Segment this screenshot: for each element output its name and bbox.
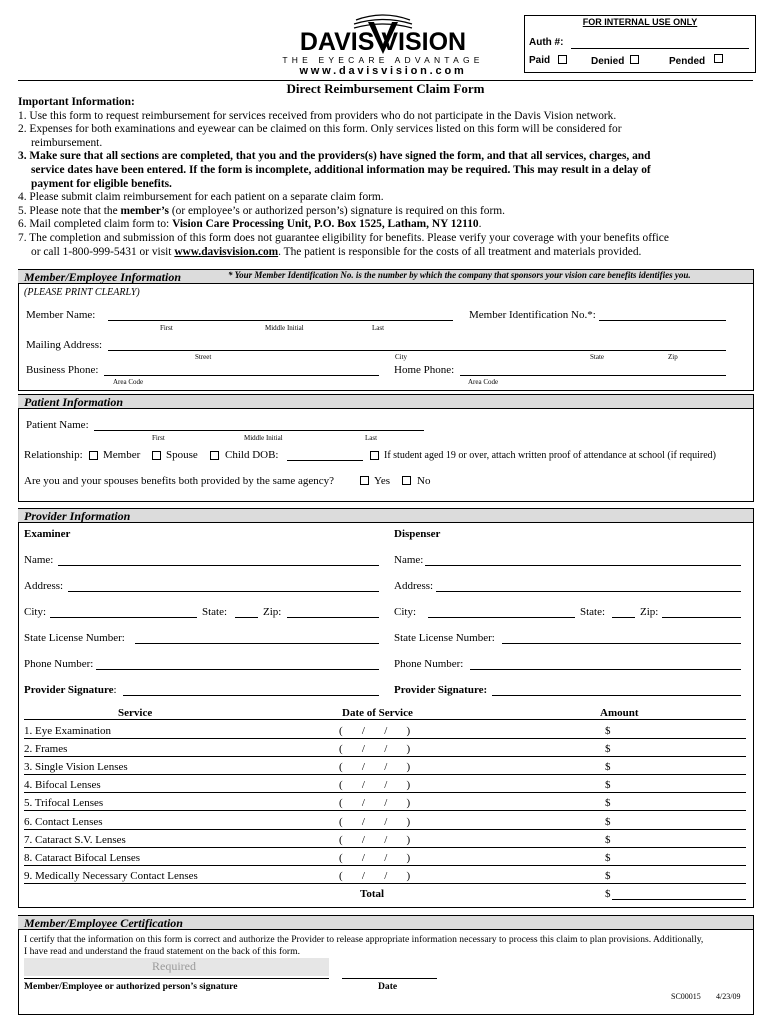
certification-heading — [18, 915, 753, 930]
logo — [258, 12, 508, 78]
date-field[interactable] — [342, 978, 437, 979]
dispenser-heading: Dispenser — [394, 528, 441, 540]
service-label: 1. Eye Examination — [24, 725, 112, 737]
business-phone-field[interactable] — [104, 375, 379, 376]
child-dob-field[interactable] — [287, 460, 363, 461]
member-checkbox[interactable] — [89, 451, 98, 460]
examiner-address-field[interactable] — [68, 591, 379, 592]
service-currency: $ — [605, 816, 611, 828]
member-option-label: Member — [103, 449, 141, 461]
examiner-city-label: City: — [24, 606, 47, 618]
yes-checkbox[interactable] — [360, 476, 369, 485]
service-label: 4. Bifocal Lenses — [24, 779, 101, 791]
service-currency: $ — [605, 761, 611, 773]
patient-middle-label: Middle Initial — [244, 434, 283, 442]
info-item-7-cont — [18, 246, 758, 260]
examiner-city-field[interactable] — [50, 617, 197, 618]
member-id-label: Member Identification No.*: — [469, 309, 596, 321]
form-title: Direct Reimbursement Claim Form — [286, 81, 485, 96]
dispenser-address-label: Address: — [394, 580, 434, 592]
member-signature-line — [24, 978, 329, 979]
internal-use-box — [524, 15, 756, 73]
state-label: State — [590, 353, 604, 361]
info-item-5 — [18, 205, 758, 219]
examiner-phone-field[interactable] — [96, 669, 379, 670]
examiner-state-label: State: — [202, 606, 228, 618]
service-row-rule[interactable] — [24, 810, 746, 811]
service-row — [0, 816, 770, 834]
dispenser-city-field[interactable] — [428, 617, 575, 618]
date-col-header: Date of Service — [342, 707, 413, 719]
service-currency: $ — [605, 852, 611, 864]
business-phone-label: Business Phone: — [26, 364, 99, 376]
spouse-option-label: Spouse — [166, 449, 198, 461]
patient-heading — [18, 394, 753, 409]
service-row — [0, 797, 770, 815]
examiner-heading: Examiner — [24, 528, 71, 540]
info-item-7a: or call 1-800-999-5431 or visit — [31, 245, 172, 258]
middle-label: Middle Initial — [265, 324, 304, 332]
street-label: Street — [195, 353, 212, 361]
required-placeholder: Required — [152, 959, 196, 973]
dispenser-address-field[interactable] — [436, 591, 741, 592]
service-row — [0, 779, 770, 797]
service-date-field[interactable]: ( / / ) — [339, 852, 411, 864]
service-row — [0, 852, 770, 870]
service-row-rule[interactable] — [24, 883, 746, 884]
pended-checkbox[interactable] — [714, 54, 723, 63]
denied-label: Denied — [591, 56, 625, 67]
service-currency: $ — [605, 834, 611, 846]
service-label: 7. Cataract S.V. Lenses — [24, 834, 126, 846]
dispenser-phone-field[interactable] — [470, 669, 741, 670]
patient-name-field[interactable] — [94, 430, 424, 431]
service-currency: $ — [605, 870, 611, 882]
service-date-field[interactable]: ( / / ) — [339, 725, 411, 737]
examiner-name-label: Name: — [24, 554, 54, 566]
member-signature-label: Member/Employee or authorized person’s signature — [24, 981, 238, 992]
zip-label: Zip — [668, 353, 678, 361]
info-item-5a: 5. Please note that the — [18, 204, 118, 217]
service-label: 8. Cataract Bifocal Lenses — [24, 852, 141, 864]
date-label: Date — [378, 981, 398, 992]
examiner-license-field[interactable] — [135, 643, 379, 644]
service-row-rule[interactable] — [24, 774, 746, 775]
certification-heading-text: Member/Employee Certification — [24, 916, 183, 930]
patient-last-label: Last — [365, 434, 378, 442]
member-id-note: * Your Member Identification No. is the number by which the company that sponsors your vision care benefits identifies you. — [228, 270, 691, 280]
certification-text-1: I certify that the information on this form is correct and authorize the Provider to release appropriate information necessary to process this claim to plan provisions. Additionally, — [24, 934, 704, 945]
service-label: 6. Contact Lenses — [24, 816, 103, 828]
member-name-label: Member Name: — [26, 309, 96, 321]
dispenser-signature-field[interactable] — [492, 695, 741, 696]
service-row — [0, 834, 770, 852]
yes-label: Yes — [374, 475, 391, 487]
dispenser-license-field[interactable] — [502, 643, 741, 644]
tagline: THE EYECARE ADVANTAGE — [282, 55, 484, 65]
info-item-7: 7. The completion and submission of this form does not guarantee eligibility for benefits. Please verify your coverage with your benefits office — [18, 231, 669, 244]
first-label: First — [160, 324, 173, 332]
paid-checkbox[interactable] — [558, 55, 567, 64]
total-label: Total — [360, 888, 385, 900]
examiner-zip-label: Zip: — [263, 606, 282, 618]
examiner-signature-field[interactable] — [123, 695, 379, 696]
patient-heading-text: Patient Information — [24, 395, 124, 409]
services-header-rule — [24, 719, 746, 720]
auth-label: Auth #: — [529, 37, 564, 48]
website: www.davisvision.com — [299, 65, 467, 77]
service-currency: $ — [605, 725, 611, 737]
examiner-state-field[interactable] — [235, 617, 258, 618]
service-row-rule[interactable] — [24, 756, 746, 757]
examiner-signature-label — [24, 684, 117, 696]
dispenser-signature-label: Provider Signature: — [394, 684, 488, 696]
service-label: 2. Frames — [24, 743, 68, 755]
member-heading-text: Member/Employee Information — [24, 270, 181, 284]
service-date-field[interactable]: ( / / ) — [339, 834, 411, 846]
dispenser-license-label: State License Number: — [394, 632, 495, 644]
service-date-field[interactable]: ( / / ) — [339, 870, 411, 882]
service-date-field[interactable]: ( / / ) — [339, 797, 411, 809]
service-date-field[interactable]: ( / / ) — [339, 816, 411, 828]
examiner-zip-field[interactable] — [287, 617, 379, 618]
form-date: 4/23/09 — [716, 992, 741, 1001]
dispenser-phone-label: Phone Number: — [394, 658, 464, 670]
service-row-rule[interactable] — [24, 738, 746, 739]
service-currency: $ — [605, 797, 611, 809]
important-heading: Important Information: — [18, 96, 135, 108]
last-label: Last — [372, 324, 385, 332]
info-item-7c: . The patient is responsible for the costs of all treatment and materials provided. — [278, 245, 642, 258]
info-item-5c: (or employee’s or authorized person’s) signature is required on this form. — [171, 204, 505, 217]
info-item-6: 6. Mail completed claim form to: Vision Care Processing Unit, P.O. Box 1525, Latham, NY 12110. — [18, 218, 482, 231]
info-item-1: 1. Use this form to request reimbursement for services received from providers who do not participate in the Davis Vision network. — [18, 109, 617, 122]
paid-label: Paid — [529, 55, 551, 66]
certification-text-2: I have read and understand the fraud statement on the back of this form. — [24, 946, 300, 957]
child-checkbox[interactable] — [210, 451, 219, 460]
member-signature-field[interactable] — [24, 958, 329, 976]
service-row-rule[interactable] — [24, 847, 746, 848]
info-item-6b: Vision Care Processing Unit, P.O. Box 1525, Latham, NY 12110 — [172, 218, 479, 231]
service-row — [0, 743, 770, 761]
important-info — [18, 96, 758, 259]
dispenser-zip-label: Zip: — [640, 606, 659, 618]
examiner-phone-label: Phone Number: — [24, 658, 94, 670]
member-id-field[interactable] — [599, 320, 726, 321]
service-currency: $ — [605, 743, 611, 755]
examiner-signature-text: Provider Signature — [24, 684, 114, 696]
no-checkbox[interactable] — [402, 476, 411, 485]
service-row-rule[interactable] — [24, 865, 746, 866]
denied-checkbox[interactable] — [630, 55, 639, 64]
print-clearly: (PLEASE PRINT CLEARLY) — [24, 287, 140, 298]
examiner-signature-colon: : — [113, 684, 117, 696]
same-agency-question: Are you and your spouses benefits both provided by the same agency? — [24, 475, 335, 487]
service-row — [0, 725, 770, 743]
no-label: No — [417, 475, 431, 487]
student-checkbox[interactable] — [370, 451, 379, 460]
website-link[interactable]: www.davisvision.com — [174, 245, 279, 258]
service-date-field[interactable]: ( / / ) — [339, 743, 411, 755]
dispenser-state-label: State: — [580, 606, 606, 618]
examiner-license-label: State License Number: — [24, 632, 125, 644]
total-amount-field[interactable] — [612, 899, 746, 900]
form-code: SC00015 — [671, 992, 701, 1001]
relationship-row — [24, 449, 83, 461]
service-date-field[interactable]: ( / / ) — [339, 779, 411, 791]
home-phone-label: Home Phone: — [394, 364, 455, 376]
dispenser-zip-field[interactable] — [662, 617, 741, 618]
info-item-3: 3. Make sure that all sections are completed, that you and the providers(s) have signed the form, and that all services, charges, and — [18, 150, 651, 163]
service-label: 5. Trifocal Lenses — [24, 797, 104, 809]
child-option-label: Child DOB: — [225, 449, 279, 461]
auth-field[interactable] — [571, 48, 749, 49]
info-item-2-cont: reimbursement. — [31, 136, 103, 149]
spouse-checkbox[interactable] — [152, 451, 161, 460]
info-item-2: 2. Expenses for both examinations and eyewear can be claimed on this form. Only services listed on this form will be considered for — [18, 123, 622, 136]
city-label: City — [395, 353, 408, 361]
service-row — [0, 761, 770, 779]
provider-heading-text: Provider Information — [24, 509, 131, 523]
mailing-address-label: Mailing Address: — [26, 339, 103, 351]
service-label: 9. Medically Necessary Contact Lenses — [24, 870, 198, 882]
total-currency: $ — [605, 888, 611, 900]
area-code-label-2: Area Code — [468, 378, 499, 386]
info-item-3-cont2: payment for eligible benefits. — [31, 177, 172, 190]
examiner-address-label: Address: — [24, 580, 64, 592]
internal-use-title: FOR INTERNAL USE ONLY — [582, 17, 698, 27]
service-row — [0, 870, 770, 888]
service-row-rule[interactable] — [24, 829, 746, 830]
member-name-field[interactable] — [108, 320, 453, 321]
service-currency: $ — [605, 779, 611, 791]
service-col-header: Service — [118, 707, 153, 719]
dispenser-name-label: Name: — [394, 554, 424, 566]
info-item-6a: 6. Mail completed claim form to: — [18, 218, 170, 231]
service-row-rule[interactable] — [24, 792, 746, 793]
patient-first-label: First — [152, 434, 165, 442]
dispenser-state-field[interactable] — [612, 617, 635, 618]
dispenser-name-field[interactable] — [425, 565, 741, 566]
relationship-label: Relationship: — [24, 449, 83, 461]
area-code-label: Area Code — [113, 378, 144, 386]
patient-name-label: Patient Name: — [26, 419, 89, 431]
info-item-4: 4. Please submit claim reimbursement for each patient on a separate claim form. — [18, 191, 384, 204]
provider-heading — [18, 508, 753, 523]
mailing-address-field[interactable] — [108, 350, 726, 351]
dispenser-city-label: City: — [394, 606, 417, 618]
info-item-5b: member’s — [120, 204, 169, 217]
info-item-3-cont: service dates have been entered. If the form is incomplete, additional information may be required. This may result in a delay of — [31, 163, 651, 176]
logo-text: DAVIS VISION — [299, 28, 467, 56]
pended-label: Pended — [669, 56, 706, 67]
examiner-name-field[interactable] — [58, 565, 379, 566]
amount-col-header: Amount — [600, 707, 639, 719]
service-date-field[interactable]: ( / / ) — [339, 761, 411, 773]
service-label: 3. Single Vision Lenses — [24, 761, 128, 773]
home-phone-field[interactable] — [460, 375, 726, 376]
student-note: If student aged 19 or over, attach written proof of attendance at school (if required) — [384, 450, 716, 461]
